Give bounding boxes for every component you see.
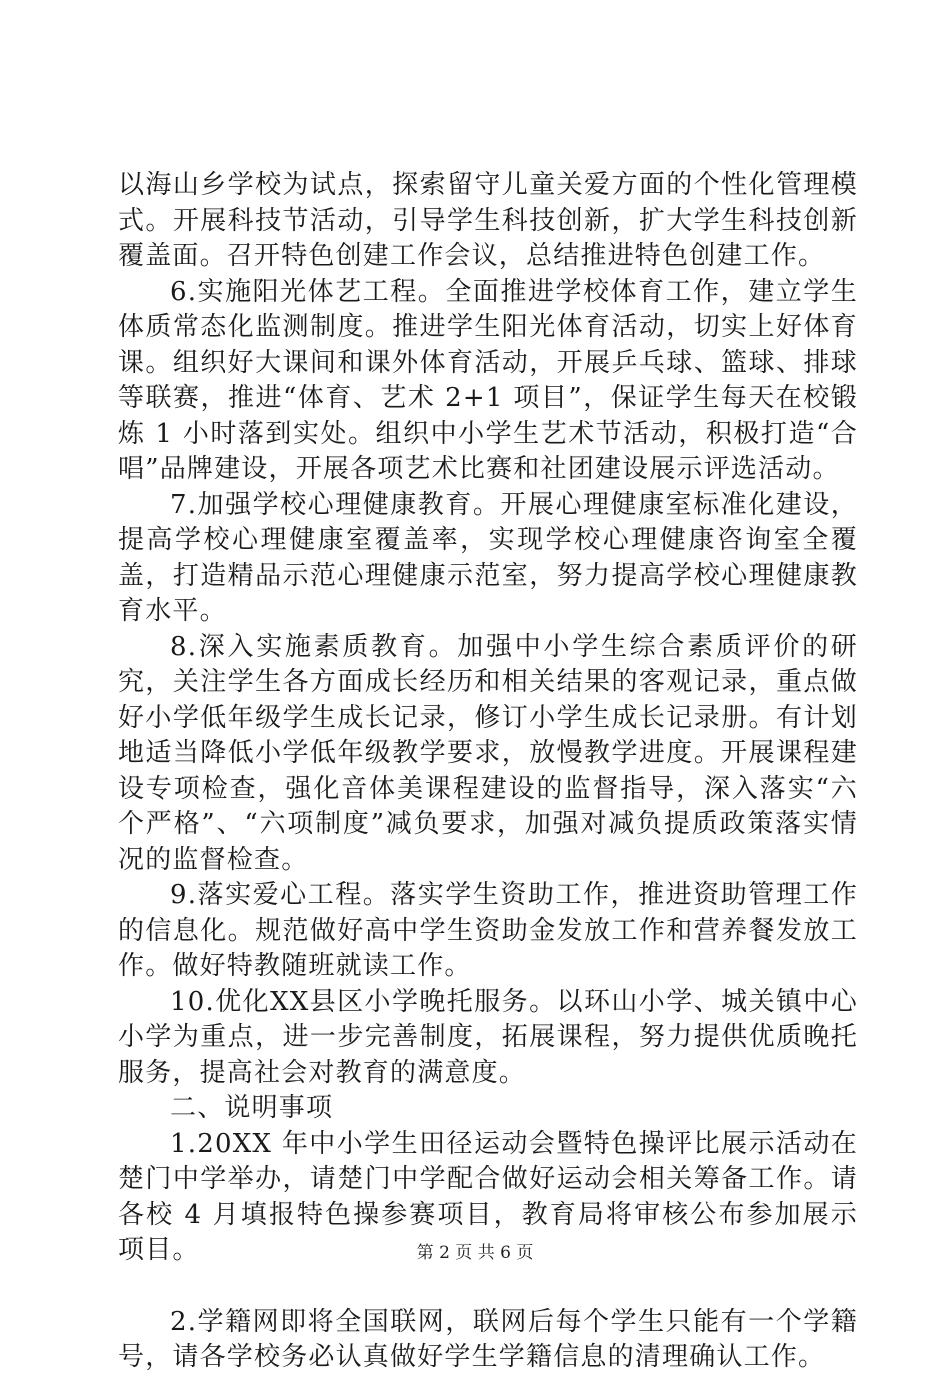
paragraph-spacer: [118, 1269, 858, 1305]
paragraph-note-2: 2.学籍网即将全国联网，联网后每个学生只能有一个学籍号，请各学校务必认真做好学生学籍信息的清理确认工作。: [118, 1306, 858, 1372]
paragraph-item-9: 9.落实爱心工程。落实学生资助工作，推进资助管理工作的信息化。规范做好高中学生资助金发放工作和营养餐发放工作。做好特教随班就读工作。: [118, 880, 858, 981]
paragraph-item-8: 8.深入实施素质教育。加强中小学生综合素质评价的研究，关注学生各方面成长经历和相关结果的客观记录，重点做好小学低年级学生成长记录，修订小学生成长记录册。有计划地适当降低小学低年级教学要求，放慢教学进度。开展课程建设专项检查，强化音体美课程建设的监督指导，深入落实“六个严格”、“六项制度”减负要求，加强对减负提质政策落实情况的监督检查。: [118, 631, 858, 875]
section-heading: 二、说明事项: [170, 1093, 334, 1123]
paragraph-continuation: 以海山乡学校为试点，探索留守儿童关爱方面的个性化管理模式。开展科技节活动，引导学生科技创新，扩大学生科技创新覆盖面。召开特色创建工作会议，总结推进特色创建工作。: [118, 170, 858, 271]
paragraph-item-6: 6.实施阳光体艺工程。全面推进学校体育工作，建立学生体质常态化监测制度。推进学生阳光体育活动，切实上好体育课。组织好大课间和课外体育活动，开展乒乓球、篮球、排球等联赛，推进“体育、艺术 2+1 项目”，保证学生每天在校锻炼 1 小时落到实处。组织中小学生艺术节活动，积极打造“合唱”品牌建设，开展各项艺术比赛和社团建设展示评选活动。: [118, 276, 858, 484]
paragraph-item-7: 7.加强学校心理健康教育。开展心理健康室标准化建设，提高学校心理健康室覆盖率，实现学校心理健康咨询室全覆盖，打造精品示范心理健康示范室，努力提高学校心理健康教育水平。: [118, 489, 858, 626]
document-body: [118, 168, 858, 1376]
paragraph-note-1: 1.20XX 年中小学生田径运动会暨特色操评比展示活动在楚门中学举办，请楚门中学配合做好运动会相关筹备工作。请各校 4 月填报特色操参赛项目，教育局将审核公布参加展示项目。: [118, 1128, 858, 1265]
paragraph-item-10: 10.优化XX县区小学晚托服务。以环山小学、城关镇中心小学为重点，进一步完善制度，拓展课程，努力提供优质晚托服务，提高社会对教育的满意度。: [118, 986, 858, 1088]
page-footer: 第 2 页 共 6 页: [416, 1243, 534, 1263]
